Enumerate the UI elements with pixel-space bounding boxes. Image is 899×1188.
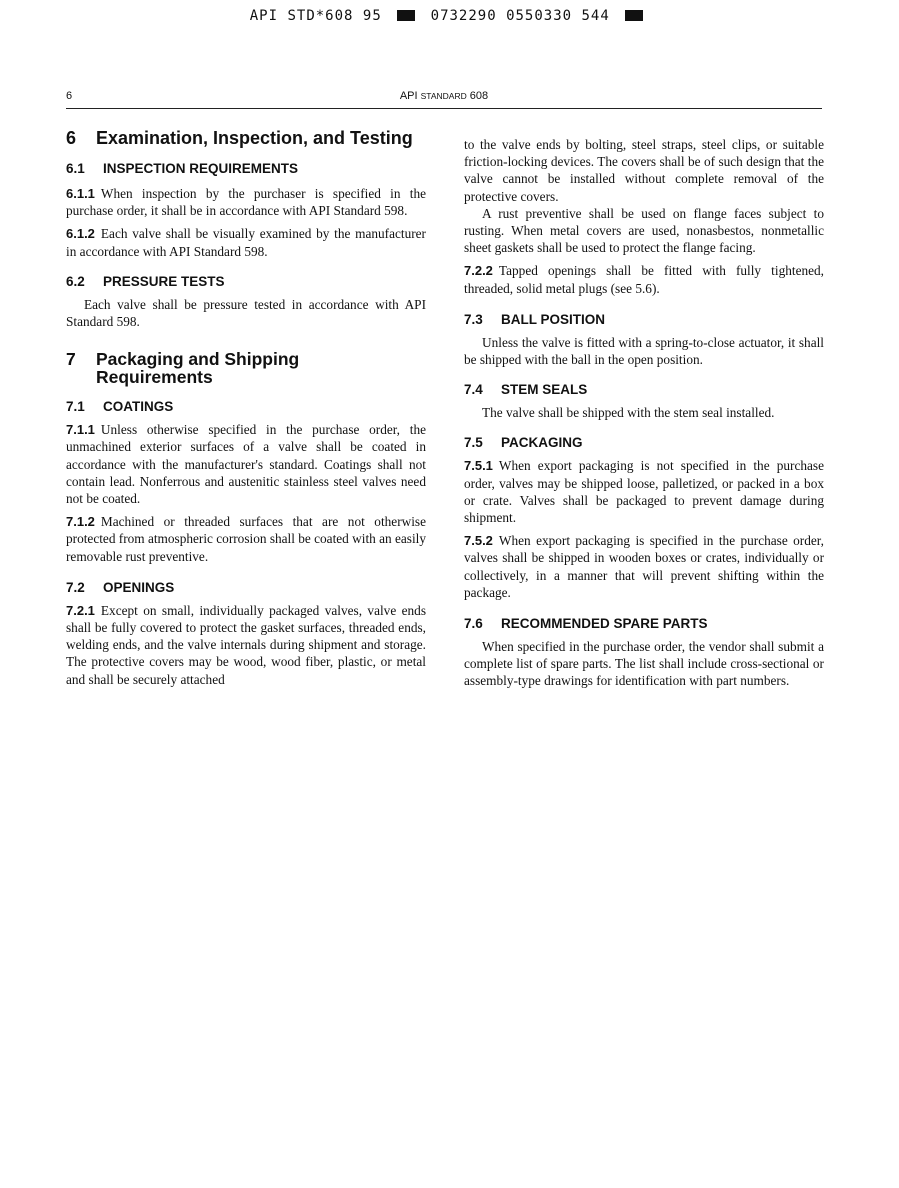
- control-code-mid: 0732290 0550330 544: [430, 8, 610, 24]
- left-column: [66, 128, 426, 688]
- section-6-1-heading: 6.1 INSPECTION REQUIREMENTS: [66, 161, 299, 176]
- running-title: API STANDARD 608: [399, 90, 489, 102]
- document-control-code: [0, 8, 899, 24]
- section-7-5-heading: 7.5 PACKAGING: [464, 435, 583, 451]
- section-7-3-heading: 7.3 BALL POSITION: [464, 311, 606, 327]
- running-header: [66, 90, 822, 109]
- paragraph-6-2: Each valve shall be pressure tested in accordance with API Standard 598.: [66, 296, 426, 330]
- paragraph-7-1-2: 7.1.2 Machined or threaded surfaces that are not otherwise protected from atmospheric corrosion shall be coated with an easily removable rust preventive.: [66, 514, 427, 564]
- paragraph-7-2-1-rust-preventive: A rust preventive shall be used on flange faces subject to rusting. When metal covers are used, nonasbestos, nonmetallic sheet gaskets shall be used to protect the flange facing.: [464, 205, 824, 256]
- barcode-block-1: [397, 10, 415, 21]
- section-7-heading: 7 Packaging and Shipping Requirements: [66, 349, 300, 388]
- section-7-2-heading: 7.2 OPENINGS: [66, 579, 175, 595]
- section-6-2-heading: 6.2 PRESSURE TESTS: [66, 273, 225, 289]
- paragraph-7-1-1: 7.1.1 Unless otherwise specified in the purchase order, the unmachined exterior surfaces of a valve shall be coated in accordance with the manufacturer's standard. Coatings shall not contain lead. Nonferrous and austenitic stainless steel valves need not be coated.: [66, 422, 426, 507]
- paragraph-7-5-1: 7.5.1 When export packaging is not specified in the purchase order, valves may be shipped loose, palletized, or packed in a box or crate. Valves shall be packaged to prevent damage during shipment.: [464, 458, 824, 526]
- control-code-left: API STD*608 95: [249, 8, 382, 24]
- paragraph-7-5-2: 7.5.2 When export packaging is specified in the purchase order, valves shall be shipped in wooden boxes or crates, individually or collectively, in a manner that will prevent shifting within the package.: [464, 533, 824, 600]
- paragraph-6-1-1: 6.1.1 When inspection by the purchaser is specified in the purchase order, it shall be in accordance with API Standard 598.: [66, 186, 426, 219]
- barcode-block-2: [625, 10, 643, 21]
- paragraph-6-1-2: 6.1.2 Each valve shall be visually examined by the manufacturer in accordance with API Standard 598.: [66, 226, 426, 259]
- section-7-4-heading: 7.4 STEM SEALS: [464, 382, 588, 398]
- section-6-heading: 6 Examination, Inspection, and Testing: [66, 128, 413, 148]
- paragraph-7-2-1-continued: to the valve ends by bolting, steel straps, steel clips, or suitable friction-locking devices. The covers shall be of such design that the valve cannot be installed without complete removal of the protective covers.: [464, 137, 824, 204]
- paragraph-7-4: The valve shall be shipped with the stem seal installed.: [482, 405, 775, 421]
- paragraph-7-3: Unless the valve is fitted with a spring-to-close actuator, it shall be shipped with the ball in the open position.: [464, 334, 824, 368]
- paragraph-7-2-2: 7.2.2 Tapped openings shall be fitted with fully tightened, threaded, solid metal plugs (see 5.6).: [464, 263, 824, 296]
- right-column: [464, 136, 824, 690]
- section-7-6-heading: 7.6 RECOMMENDED SPARE PARTS: [464, 616, 708, 632]
- paragraph-7-2-1: 7.2.1 Except on small, individually packaged valves, valve ends shall be fully covered to protect the gasket surfaces, threaded ends, welding ends, and the valve internals during shipment and storage. The protective covers may be wood, wood fiber, plastic, or metal and shall be securely attached: [66, 602, 426, 687]
- section-7-1-heading: 7.1 COATINGS: [66, 399, 174, 415]
- page-number: 6: [66, 90, 73, 102]
- paragraph-7-6: When specified in the purchase order, the vendor shall submit a complete list of spare parts. The list shall include cross-sectional or assembly-type drawings for identification with part numbers.: [464, 639, 824, 689]
